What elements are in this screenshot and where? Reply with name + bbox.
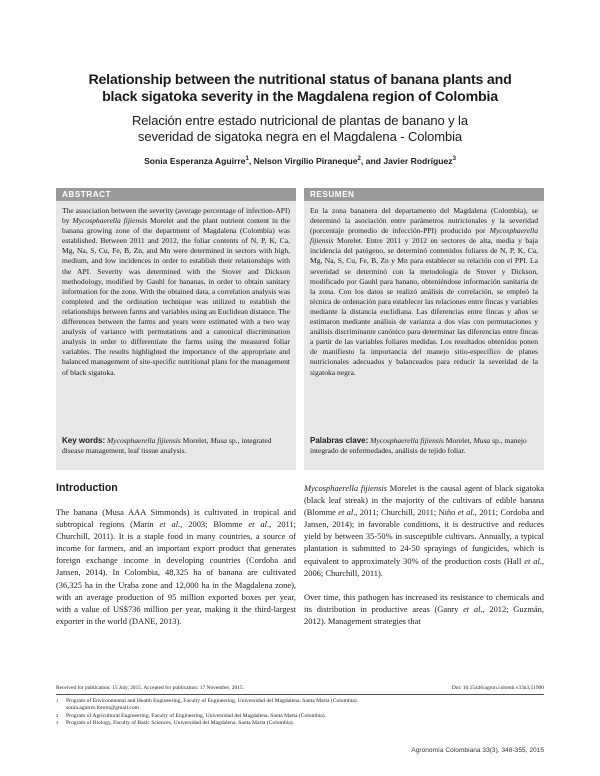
- et-al: et al: [463, 603, 481, 614]
- footnotes: [56, 698, 544, 727]
- footnote-item: [56, 720, 544, 727]
- footnote-mark: 1: [56, 698, 59, 703]
- author-list: [56, 156, 544, 166]
- genus-name: Musa: [473, 436, 491, 445]
- abstract-box: [56, 188, 296, 470]
- footnote-text: Program of Environmental and Health Engineering, Faculty of Engineering, Universidad del Magdalena. Santa Marta (Colombia).: [66, 698, 359, 704]
- et-al: et al: [338, 507, 354, 518]
- species-name: Mycosphaerella fijiensis: [370, 436, 444, 445]
- species-name: Mycosphaerella fijiensis: [304, 483, 387, 493]
- genus-name: Musa: [210, 436, 228, 445]
- affiliation-mark: 1: [245, 156, 249, 163]
- intro-column-right: [304, 482, 544, 627]
- title-es-line-2: severidad de sigatoka negra en el Magdalena - Colombia: [137, 129, 463, 144]
- abstract-text: Morelet and the plant nutrient content in the banana growing zone of the department of Magdalena (Colombia) was established. Between 2011 and 2012, the foliar contents of N, P, K, Ca, Mg, Na, S, Cu, Fe, B, Zn, and Mn were determined in sectors with high, medium, and low incidences in order to establish their relationships with the API. Severity was determined with the Stover and Dickson methodology, modified by Gauhl for bananas, in order to obtain sanitary information for the zone. With the obtained data, a correlation analysis was completed and the ordination technique was utilized to establish the relationships between farms and variables using an Euclidean distance. The differences between the farms and years were estimated with a two way analysis of variance with permutations and a canonical discrimination analysis in order to differentiate the farms using the measured foliar variables. The results highlighted the importance of the appropriate and balanced management of site-specific nutritional plans for the management of black sigatoka.: [62, 216, 290, 377]
- species-name: Mycosphaerella fijiensis: [72, 216, 148, 226]
- keywords-text: Morelet,: [180, 436, 211, 445]
- publication-dates: Received for publication: 15 July, 2015. Accepted for publication: 17 November, 2015.: [56, 685, 244, 691]
- et-al: et al: [159, 519, 179, 530]
- keywords-text: sp., manejo integrado de enfermedades, análisis de tejido foliar.: [310, 436, 527, 456]
- body-text: ., 2011; Churchill, 2011). It is a staple food in many countries, a source of income for farmers, and an important export product that generates foreign exchange income in developing countries (Cordoba and Jansen, 2014). In Colombia, 48,325 ha of banana are cultivated (36,325 ha in the Uraba zone and 12,000 ha in the Magdalena zone), with an average production of 95 million exported boxes per year, with a value of US$736 million per year, making it the third-largest exporter in the world (DANE, 2013).: [56, 519, 296, 626]
- species-name: Mycosphaerella fijiensis: [107, 436, 181, 445]
- author-name: Javier Rodríguez: [383, 156, 453, 166]
- footnote-text: Program of Agricultural Engineering, Faculty of Engineering, Universidad del Magdalena. Santa Marta (Colombia).: [66, 712, 327, 719]
- body-text: The banana (Musa AAA Simmonds) is cultivated in tropical and subtropical regions (Marin: [56, 507, 296, 530]
- keywords-label: Palabras clave:: [310, 436, 369, 445]
- resumen-text: Morelet. Entre 2011 y 2012 en sectores de alta, media y baja incidencia del patógeno, se determinó contenidos foliares de N, P, K, Ca, Mg, Na, S, Cu, Fe, B, Zn y Mn para establecer su relación con el PPI. La severidad se determinó con la metodología de Stover y Dickson, modificado por Gauhl para banano, obteniéndose información sanitaria de la zona. Con los datos se realizó análisis de correlación, se empleó la técnica de ordenación para establecer las relaciones entre fincas y variables mediante la distancia euclidiana. Las diferencias entre fincas y años se estimaron mediante análisis de varianza a dos vías con permutaciones y análisis discriminante canónico para determinar las diferencias entre fincas a partir de las variables foliares medidas. Los resultados obtenidos ponen de manifiesto la importancia del manejo sitio-específico de planes nutricionales adecuados y balanceados para reducir la severidad de la sigatoka negra.: [310, 236, 538, 377]
- species-name: Mycosphaerella fijiensis: [310, 226, 538, 246]
- title-es-line-1: Relación entre estado nutricional de plantas de banano y la: [132, 113, 468, 128]
- footnote-divider: [56, 694, 544, 695]
- resumen-keywords: [310, 436, 538, 456]
- introduction-heading: Introduction: [56, 482, 118, 494]
- body-text: ., 2011; Churchill, 2011; Niño: [353, 507, 458, 518]
- body-text: Morelet is the causal agent of black sigatoka (black leaf streak) in the majority of the cultivars of edible banana (Blomme: [304, 483, 544, 518]
- abstract-heading: ABSTRACT: [56, 188, 296, 201]
- author-separator: , and: [360, 156, 384, 166]
- author-email: sonia.aguirre.forero@gmail.com: [66, 705, 140, 712]
- article-title-spanish: [56, 113, 544, 145]
- body-text: ., 2012; Guzmán, 2012). Management strategies that: [304, 603, 545, 626]
- et-al: et al: [457, 507, 473, 518]
- intro-paragraph: [304, 591, 544, 627]
- body-text: ., 2006; Churchill, 2011).: [304, 555, 545, 578]
- author-name: Sonia Esperanza Aguirre: [144, 156, 246, 166]
- keywords-label: Key words:: [62, 436, 106, 445]
- footnote-mark: 3: [56, 719, 59, 725]
- author-name: Nelson Virgilio Piraneque: [253, 156, 358, 166]
- resumen-body: [304, 201, 544, 378]
- body-text: Over time, this pathogen has increased its resistance to chemicals and its distribution in productive areas (Ganry: [304, 591, 544, 614]
- footnote-text: Program of Biology, Faculty of Basic Sciences, Universidad del Magdalena. Santa Marta (Colombia).: [66, 719, 294, 726]
- abstract-text: The association between the severity (average percentage of infection-API) by: [62, 206, 290, 226]
- intro-column-left: [56, 506, 296, 627]
- footnote-item: [56, 698, 544, 713]
- body-text: ., 2011; Cordoba and Jansen, 2014); in favorable conditions, it is destructive and reduces yield by between 35-50% in susceptible cultivars. Annually, a typical plantation is submitted to 24-50 sprayings of fungicides, which is equivalent to approximately 30% of the production costs (Hall: [304, 507, 545, 566]
- footnote-item: [56, 713, 544, 720]
- article-title-english: [56, 72, 544, 106]
- abstract-keywords: [62, 436, 290, 456]
- doi: Doi: 10.15446/agron.colomb.v33n3.51900: [451, 685, 544, 691]
- body-text: ., 2003; Blomme: [178, 519, 249, 530]
- et-al: et al: [248, 519, 267, 530]
- title-en-line-1: Relationship between the nutritional status of banana plants and: [88, 72, 512, 88]
- abstract-body: [56, 201, 296, 378]
- intro-paragraph: [304, 482, 544, 579]
- resumen-heading: RESUMEN: [304, 188, 544, 201]
- keywords-text: Morelet,: [443, 436, 474, 445]
- title-en-line-2: black sigatoka severity in the Magdalena region of Colombia: [102, 89, 498, 105]
- intro-paragraph: [56, 506, 296, 627]
- affiliation-mark: 3: [452, 156, 456, 163]
- resumen-text: En la zona bananera del departamento del Magdalena (Colombia), se determinó la asociación entre parámetros nutricionales y la severidad (porcentaje promedio de infección-PPI) producido por: [310, 206, 538, 236]
- footnote-mark: 2: [56, 712, 59, 718]
- resumen-box: [304, 188, 544, 470]
- et-al: et al: [524, 555, 540, 566]
- journal-citation: Agronomía Colombiana 33(3), 348-355, 2015: [411, 747, 544, 754]
- affiliation-mark: 2: [357, 156, 361, 163]
- author-separator: ,: [248, 156, 254, 166]
- keywords-text: sp., integrated disease management, leaf tissue analysis.: [62, 436, 272, 456]
